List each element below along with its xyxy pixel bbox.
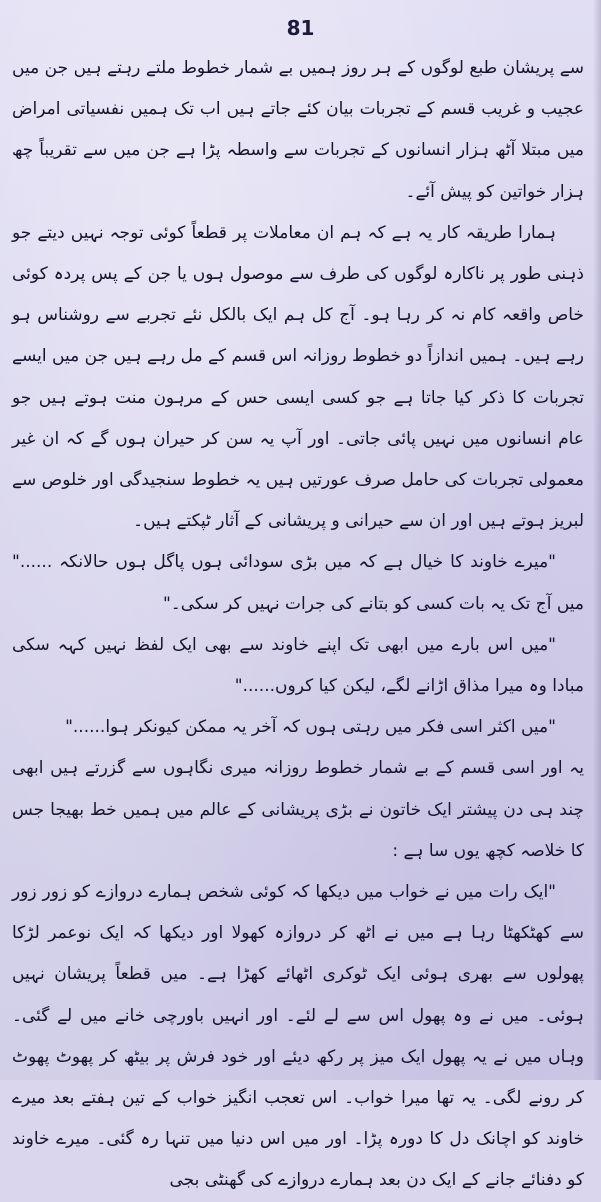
page-number: 81	[286, 16, 315, 40]
page-edge-shadow	[593, 0, 601, 1080]
paragraph-3: "میرے خاوند کا خیال ہے کہ میں بڑی سودائی ہوں پاگل ہوں حالانکہ ......" میں آج تک یہ بات کسی کو بتانے کی جرات نہیں کر سکی۔"	[12, 552, 584, 614]
page-body-text	[12, 48, 584, 1202]
paragraph-7: "ایک رات میں نے خواب میں دیکھا کہ کوئی شخص ہمارے دروازے کو زور زور سے کھٹکھٹا رہا ہے میں نے اٹھ کر دروازہ کھولا اور دیکھا کہ ایک نوعمر لڑکا پھولوں سے بھری ہوئی ایک ٹوکری اٹھائے کھڑا ہے۔ میں قطعاً پریشان نہیں ہوئی۔ میں نے وہ پھول اس سے لے لئے۔ اور انہیں باورچی خانے میں لے گئی۔ وہاں میں نے یہ پھول ایک میز پر رکھ دیئے اور خود فرش پر بیٹھ کر پھوٹ پھوٹ کر رونے لگی۔ یہ تھا میرا خواب۔ اس تعجب انگیز خواب کے تین ہفتے بعد میرے خاوند کو اچانک دل کا دورہ پڑا۔ اور میں اس دنیا میں تنہا رہ گئی۔ میرے خاوند کو دفنائے جانے کے ایک دن بعد ہمارے دروازے کی گھنٹی بجی	[12, 882, 584, 1191]
paragraph-5: "میں اکثر اسی فکر میں رہتی ہوں کہ آخر یہ ممکن کیونکر ہوا......"	[65, 717, 556, 738]
paragraph-6: یہ اور اسی قسم کے بے شمار خطوط روزانہ میری نگاہوں سے گزرتے ہیں ابھی چند ہی دن پیشتر ایک خاتون نے بڑی پریشانی کے عالم میں ہمیں خط بھیجا جس کا خلاصہ کچھ یوں سا ہے :	[12, 758, 584, 861]
paragraph-1: سے پریشان طبع لوگوں کے ہر روز ہمیں بے شمار خطوط ملتے رہتے ہیں جن میں عجیب و غریب قسم کے تجربات بیان کئے جاتے ہیں اب تک ہمیں نفسیاتی امراض میں مبتلا آٹھ ہزار انسانوں کے تجربات سے واسطہ پڑا ہے جن میں سے تقریباً چھ ہزار خواتین کو پیش آئے۔	[12, 58, 584, 202]
paragraph-4: "میں اس بارے میں ابھی تک اپنے خاوند سے بھی ایک لفظ نہیں کہہ سکی مبادا وہ میرا مذاق اڑانے لگے، لیکن کیا کروں......"	[12, 634, 584, 697]
paragraph-2: ہمارا طریقہ کار یہ ہے کہ ہم ان معاملات پر قطعاً کوئی توجہ نہیں دیتے جو ذہنی طور پر ناکارہ لوگوں کی طرف سے موصول ہوں یا جن کے پس پردہ کوئی خاص واقعہ کام نہ کر رہا ہو۔ آج کل ہم ایک بالکل نئے تجربے سے روشناس ہو رہے ہیں۔ ہمیں اندازاً دو خطوط روزانہ اس قسم کے مل رہے ہیں جن میں ایسے تجربات کا ذکر کیا جاتا ہے جو کسی ایسی حس کے مرہون منت ہوتے ہیں جو عام انسانوں میں نہیں پائی جاتی۔ اور آپ یہ سن کر حیران ہوں گے کہ ان غیر معمولی تجربات کی حامل صرف عورتیں ہیں یہ خطوط سنجیدگی اور خلوص سے لبریز ہوتے ہیں اور ان سے حیرانی و پریشانی کے آثار ٹپکتے ہیں۔	[12, 222, 584, 532]
